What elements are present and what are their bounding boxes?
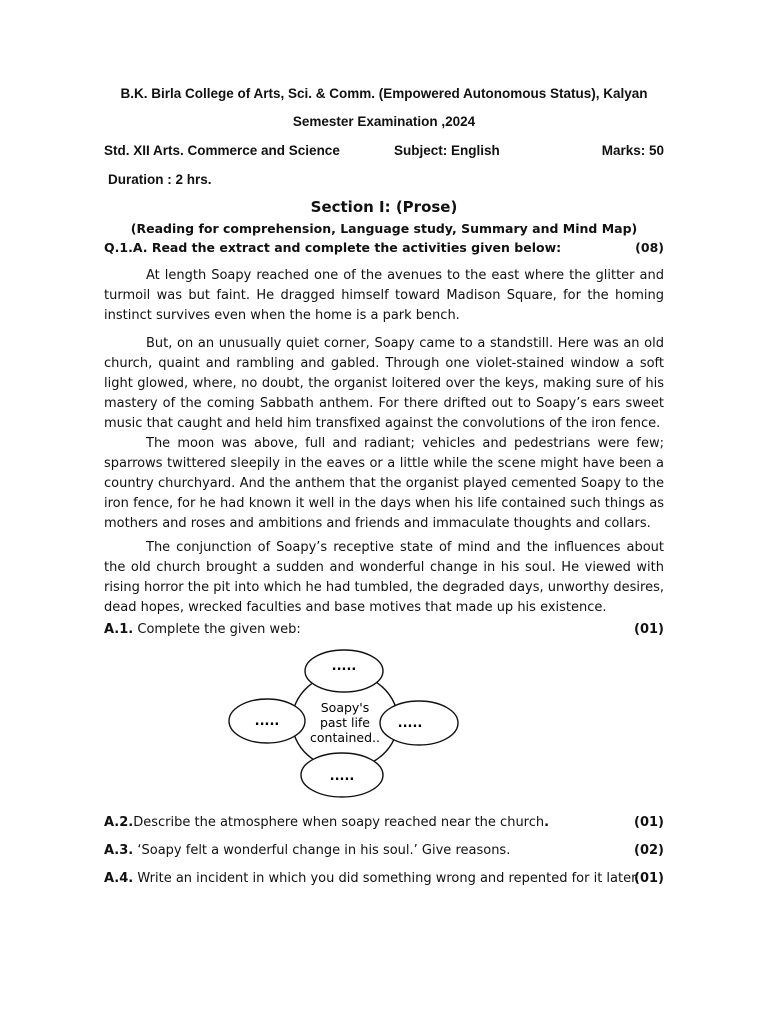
passage-paragraph-1: At length Soapy reached one of the avenues to the east where the glitter and turmoil was but faint. He dragged himself toward Madison Square, for the homing instinct survives even when the home is a park bench. — [104, 268, 664, 323]
passage-paragraph-2: But, on an unusually quiet corner, Soapy came to a standstill. Here was an old church, quaint and rambling and gabled. Through one violet-stained window a soft light glowed, where, no doubt, the organist loitered over the keys, making sure of his mastery of the coming Sabbath anthem. For there drifted out to Soapy’s ears sweet music that caught and held him transfixed against the convolutions of the iron fence. — [104, 336, 664, 431]
web-bottom-blank: ..... — [329, 769, 355, 784]
activity-a3 — [104, 843, 664, 858]
subject-label: Subject: English — [394, 143, 500, 158]
college-name: B.K. Birla College of Arts, Sci. & Comm. (Empowered Autonomous Status), Kalyan — [120, 86, 648, 101]
activity-a4-marks: (01) — [634, 871, 664, 886]
activity-a2-label: A.2. — [104, 815, 134, 830]
activity-a4-text: Write an incident in which you did something wrong and repented for it later. — [133, 871, 640, 886]
question-label: Q.1.A. Read the extract and complete the activities given below: — [104, 240, 562, 255]
activity-a3-label: A.3. — [104, 843, 134, 858]
activity-a2-text: Describe the atmosphere when soapy reached near the church — [133, 815, 545, 830]
standard-label: Std. XII Arts. Commerce and Science — [104, 143, 340, 158]
activity-a1-label: A.1. — [104, 622, 134, 637]
web-center-line-2: past life — [319, 715, 371, 730]
web-center-line-1: Soapy's — [320, 700, 370, 715]
activity-a2-end: . — [544, 815, 550, 830]
activity-a4 — [104, 871, 664, 886]
activity-a3-marks: (02) — [634, 843, 664, 858]
marks-label: Marks: 50 — [601, 143, 664, 158]
activity-a2 — [104, 815, 664, 830]
section-subtitle: (Reading for comprehension, Language study, Summary and Mind Map) — [130, 221, 638, 236]
section-title: Section I: (Prose) — [310, 198, 458, 216]
activity-a4-label: A.4. — [104, 871, 134, 886]
web-diagram — [220, 645, 470, 805]
activity-a3-text: ‘Soapy felt a wonderful change in his soul.’ Give reasons. — [133, 843, 511, 858]
passage-paragraph-4: The conjunction of Soapy’s receptive state of mind and the influences about the old church brought a sudden and wonderful change in his soul. He viewed with rising horror the pit into which he had tumbled, the degraded days, unworthy desires, dead hopes, wrecked faculties and base motives that made up his existence. — [104, 540, 664, 615]
web-center-line-3: contained.. — [310, 730, 380, 745]
activity-a2-marks: (01) — [634, 815, 664, 830]
question-marks: (08) — [635, 240, 664, 255]
activity-a1-text: Complete the given web: — [133, 622, 301, 637]
web-right-blank: ..... — [397, 716, 423, 731]
exam-title: Semester Examination ,2024 — [292, 114, 476, 129]
passage-paragraph-3: The moon was above, full and radiant; vehicles and pedestrians were few; sparrows twittered sleepily in the eaves or a little while the scene might have been a country churchyard. And the anthem that the organist played cemented Soapy to the iron fence, for he had known it well in the days when his life contained such things as mothers and roses and ambitions and friends and immaculate thoughts and collars. — [104, 436, 664, 531]
activity-a1 — [104, 622, 664, 637]
activity-a1-marks: (01) — [634, 622, 664, 637]
web-left-blank: ..... — [254, 714, 280, 729]
web-top-blank: ..... — [331, 659, 357, 674]
duration-label: Duration : 2 hrs. — [108, 172, 212, 187]
